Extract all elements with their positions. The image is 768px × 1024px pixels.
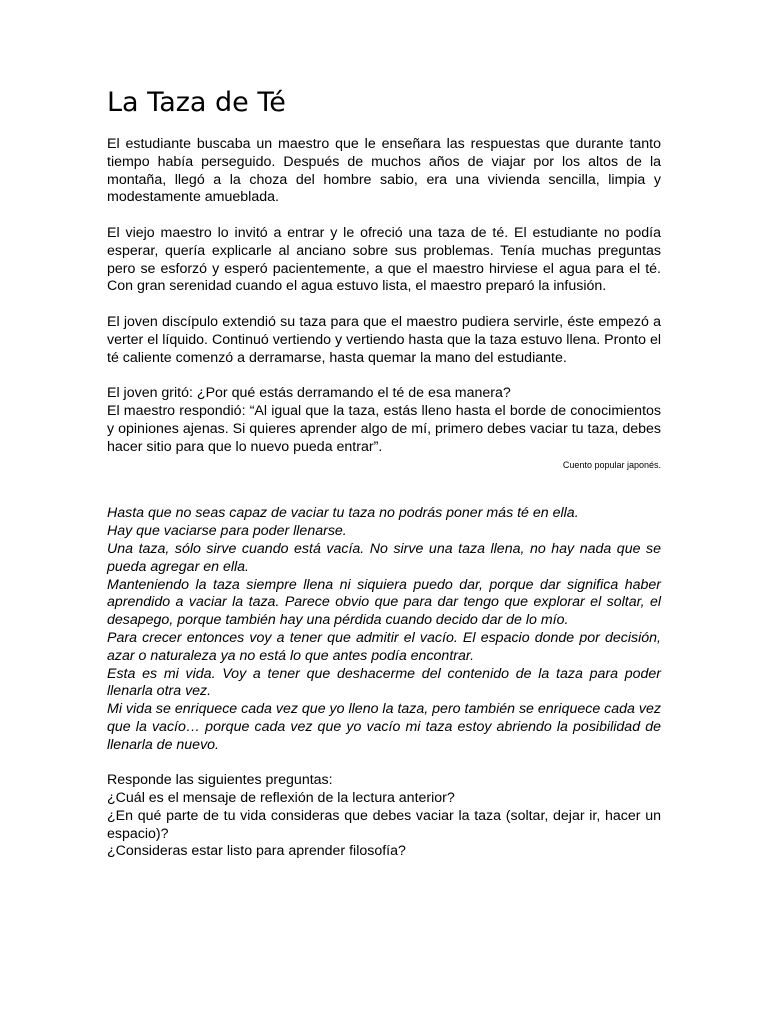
page-title: La Taza de Té bbox=[107, 87, 286, 118]
question-item: ¿Consideras estar listo para aprender filosofía? bbox=[107, 843, 406, 860]
paragraph-spacer bbox=[107, 296, 661, 314]
questions-block bbox=[107, 772, 661, 861]
question-item: ¿Cuál es el mensaje de reflexión de la lectura anterior? bbox=[107, 790, 455, 807]
questions-intro: Responde las siguientes preguntas: bbox=[107, 772, 333, 789]
reflection-line: Esta es mi vida. Voy a tener que deshacerme del contenido de la taza para poder llenarla otra vez. bbox=[107, 665, 661, 700]
reflection-line: Manteniendo la taza siempre llena ni siquiera puedo dar, porque dar significa haber aprendido a vaciar la taza. Parece obvio que para dar tengo que explorar el soltar, el desapego, porque también hay una pérdida cuando decido dar de lo mío. bbox=[107, 576, 661, 629]
dialogue-question: El joven gritó: ¿Por qué estás derramando el té de esa manera? bbox=[107, 385, 511, 402]
reflection-line: Hasta que no seas capaz de vaciar tu taza no podrás poner más té en ella. bbox=[107, 505, 579, 522]
attribution: Cuento popular japonés. bbox=[562, 460, 661, 471]
reflection-line: Para crecer entonces voy a tener que admitir el vacío. El espacio donde por decisión, azar o naturaleza ya no está lo que antes podía encontrar. bbox=[107, 629, 661, 664]
dialogue-answer: El maestro respondió: “Al igual que la taza, estás lleno hasta el borde de conocimientos y opiniones ajenas. Si quieres aprender algo de mí, primero debes vaciar tu taza, debes hacer sitio para que lo nuevo pueda entrar”. bbox=[107, 402, 661, 455]
paragraph-spacer bbox=[107, 207, 661, 225]
reflection-line: Mi vida se enriquece cada vez que yo lleno la taza, pero también se enriquece cada vez que la vacío… porque cada vez que yo vacío mi taza estoy abriendo la posibilidad de llenarla de nuevo. bbox=[107, 701, 661, 753]
story-paragraph-3: El joven discípulo extendió su taza para que el maestro pudiera servirle, éste empezó a verter el líquido. Continuó vertiendo y vertiendo hasta que la taza estuvo llena. Pronto el té caliente comenzó a derramarse, hasta quemar la mano del estudiante. bbox=[107, 313, 661, 366]
paragraph-spacer bbox=[107, 367, 661, 385]
reflection-line: Hay que vaciarse para poder llenarse. bbox=[107, 523, 347, 540]
document-page bbox=[107, 86, 661, 861]
story-paragraph-2: El viejo maestro lo invitó a entrar y le ofreció una taza de té. El estudiante no podía esperar, quería explicarle al anciano sobre sus problemas. Tenía muchas preguntas pero se esforzó y esperó pacientemente, a que el maestro hirviese el agua para el té. Con gran serenidad cuando el agua estuvo lista, el maestro preparó la infusión. bbox=[107, 224, 661, 295]
reflection-line: Una taza, sólo sirve cuando está vacía. No sirve una taza llena, no hay nada que se pueda agregar en ella. bbox=[107, 540, 661, 575]
reflection-block bbox=[107, 505, 661, 754]
question-item: ¿En qué parte de tu vida consideras que debes vaciar la taza (soltar, dejar ir, hacer un espacio)? bbox=[107, 807, 661, 842]
story-paragraph-1: El estudiante buscaba un maestro que le enseñara las respuestas que durante tanto tiempo había perseguido. Después de muchos años de viajar por los altos de la montaña, llegó a la choza del hombre sabio, era una vivienda sencilla, limpia y modestamente amueblada. bbox=[107, 136, 661, 206]
